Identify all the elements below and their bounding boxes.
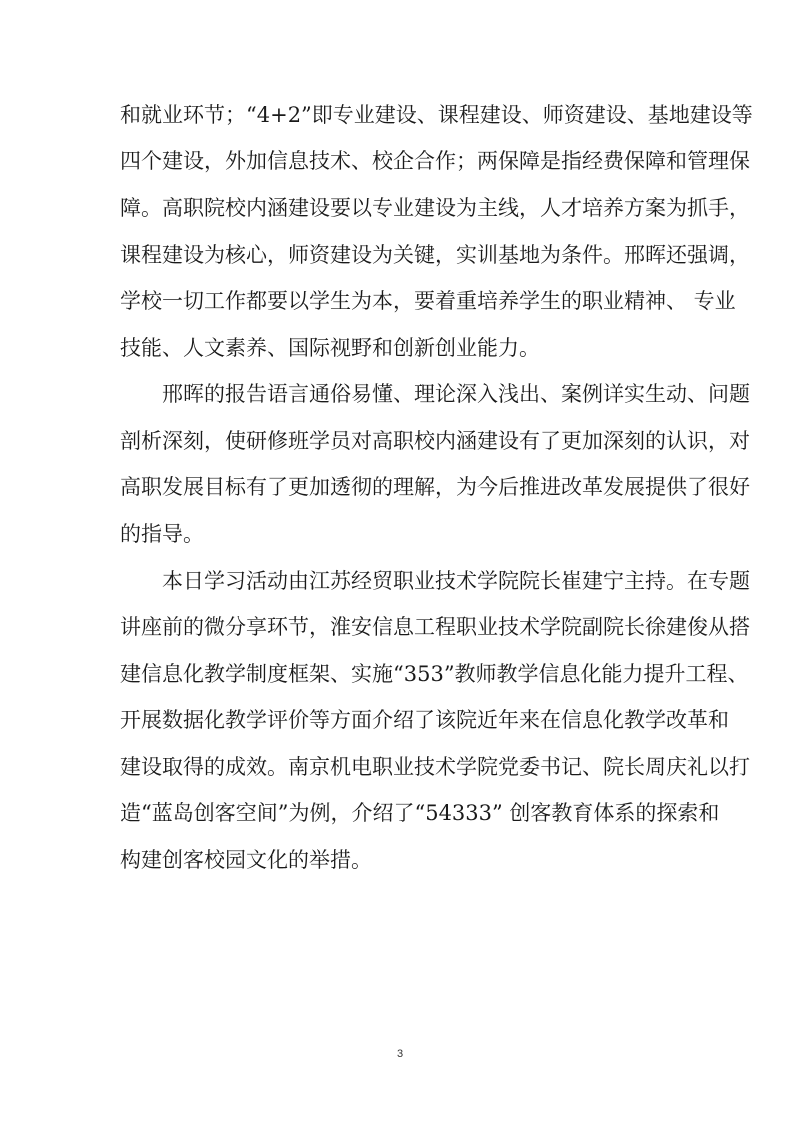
text-line: 的指导。	[120, 522, 204, 546]
text-line: 开展数据化教学评价等方面介绍了该院近年来在信息化教学改革和	[120, 708, 729, 732]
text-line: 技能、人文素养、国际视野和创新创业能力。	[120, 336, 540, 360]
text-line: 高职发展目标有了更加透彻的理解，为今后推进改革发展提供了很好	[120, 475, 750, 499]
paragraph-first-line: 邢晖的报告语言通俗易懂、理论深入浅出、案例详实生动、问题	[162, 382, 750, 406]
text-line: 讲座前的微分享环节，淮安信息工程职业技术学院副院长徐建俊从搭	[120, 615, 750, 639]
text-line: 课程建设为核心，师资建设为关键，实训基地为条件。邢晖还强调，	[120, 243, 750, 267]
text-line: 造“蓝岛创客空间”为例，介绍了“54333” 创客教育体系的探索和	[120, 801, 720, 825]
text-line: 四个建设，外加信息技术、校企合作；两保障是指经费保障和管理保	[120, 149, 750, 173]
paragraph-first-line: 本日学习活动由江苏经贸职业技术学院院长崔建宁主持。在专题	[162, 569, 750, 593]
text-line: 和就业环节；“4+2”即专业建设、课程建设、师资建设、基地建设等	[120, 103, 753, 127]
text-line: 剖析深刻，使研修班学员对高职校内涵建设有了更加深刻的认识，对	[120, 429, 750, 453]
text-line: 建信息化教学制度框架、实施“353”教师教学信息化能力提升工程、	[120, 662, 749, 686]
text-line: 学校一切工作都要以学生为本，要着重培养学生的职业精神、 专业	[120, 289, 736, 313]
text-line: 构建创客校园文化的举措。	[120, 848, 372, 872]
text-line: 障。高职院校内涵建设要以专业建设为主线，人才培养方案为抓手，	[120, 196, 750, 220]
text-line: 建设取得的成效。南京机电职业技术学院党委书记、院长周庆礼以打	[120, 755, 750, 779]
page-number: 3	[396, 1048, 404, 1060]
